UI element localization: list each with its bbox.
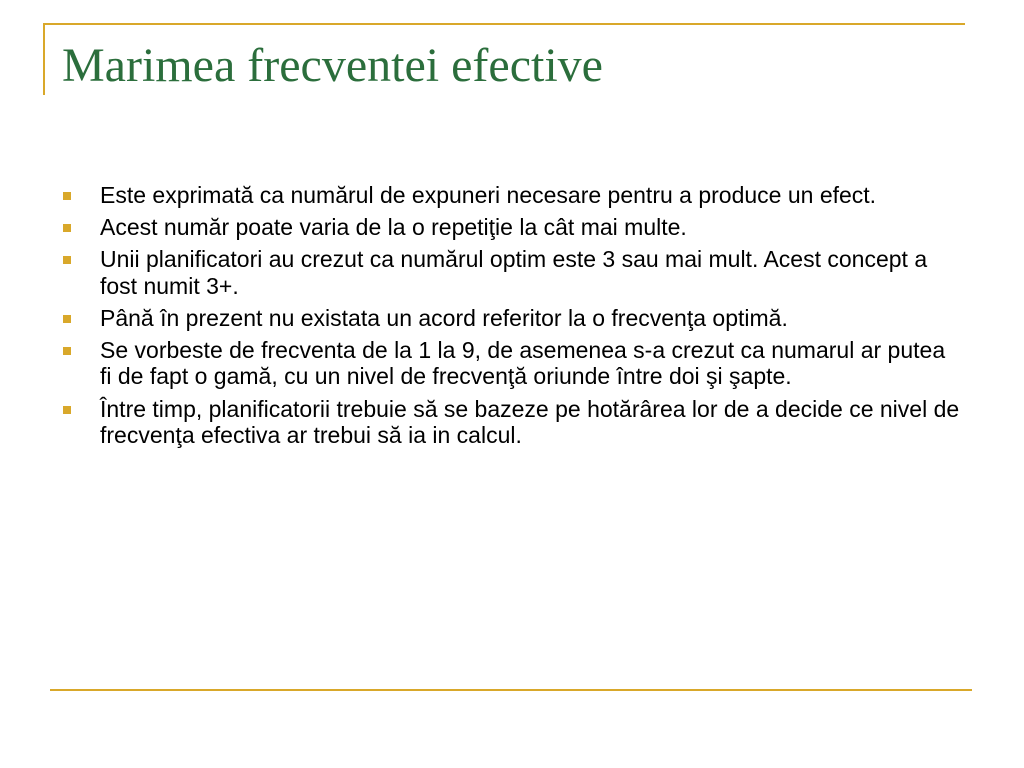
bullet-item xyxy=(62,214,962,240)
square-bullet-icon xyxy=(63,315,71,323)
bullet-text: Unii planificatori au crezut ca numărul optim este 3 sau mai mult. Acest concept a fost numit 3+. xyxy=(100,246,928,299)
bottom-rule-line xyxy=(50,689,972,691)
bullet-item xyxy=(62,396,962,448)
bullet-item xyxy=(62,337,962,389)
bullet-item xyxy=(62,246,962,298)
square-bullet-icon xyxy=(63,224,71,232)
slide-title: Marimea frecventei efective xyxy=(62,39,603,92)
bullet-text: Acest număr poate varia de la o repetiţie la cât mai multe. xyxy=(100,214,687,241)
bullet-text: Este exprimată ca numărul de expuneri necesare pentru a produce un efect. xyxy=(100,182,877,208)
top-frame-line xyxy=(43,23,965,25)
square-bullet-icon xyxy=(63,406,71,414)
bullet-item xyxy=(62,305,962,331)
bullet-text: Se vorbeste de frecventa de la 1 la 9, de asemenea s-a crezut ca numarul ar putea fi de fapt o gamă, cu un nivel de frecvenţă oriunde între doi şi şapte. xyxy=(100,337,946,390)
bullet-text: Între timp, planificatorii trebuie să se bazeze pe hotărârea lor de a decide ce nivel de frecvenţa efectiva ar trebui să ia in calcul. xyxy=(100,395,960,448)
left-frame-line xyxy=(43,23,45,95)
bullet-list xyxy=(62,182,962,454)
square-bullet-icon xyxy=(63,347,71,355)
square-bullet-icon xyxy=(63,192,71,200)
bullet-text: Până în prezent nu existata un acord referitor la o frecvenţa optimă. xyxy=(100,304,788,331)
bullet-item xyxy=(62,182,962,208)
square-bullet-icon xyxy=(63,256,71,264)
